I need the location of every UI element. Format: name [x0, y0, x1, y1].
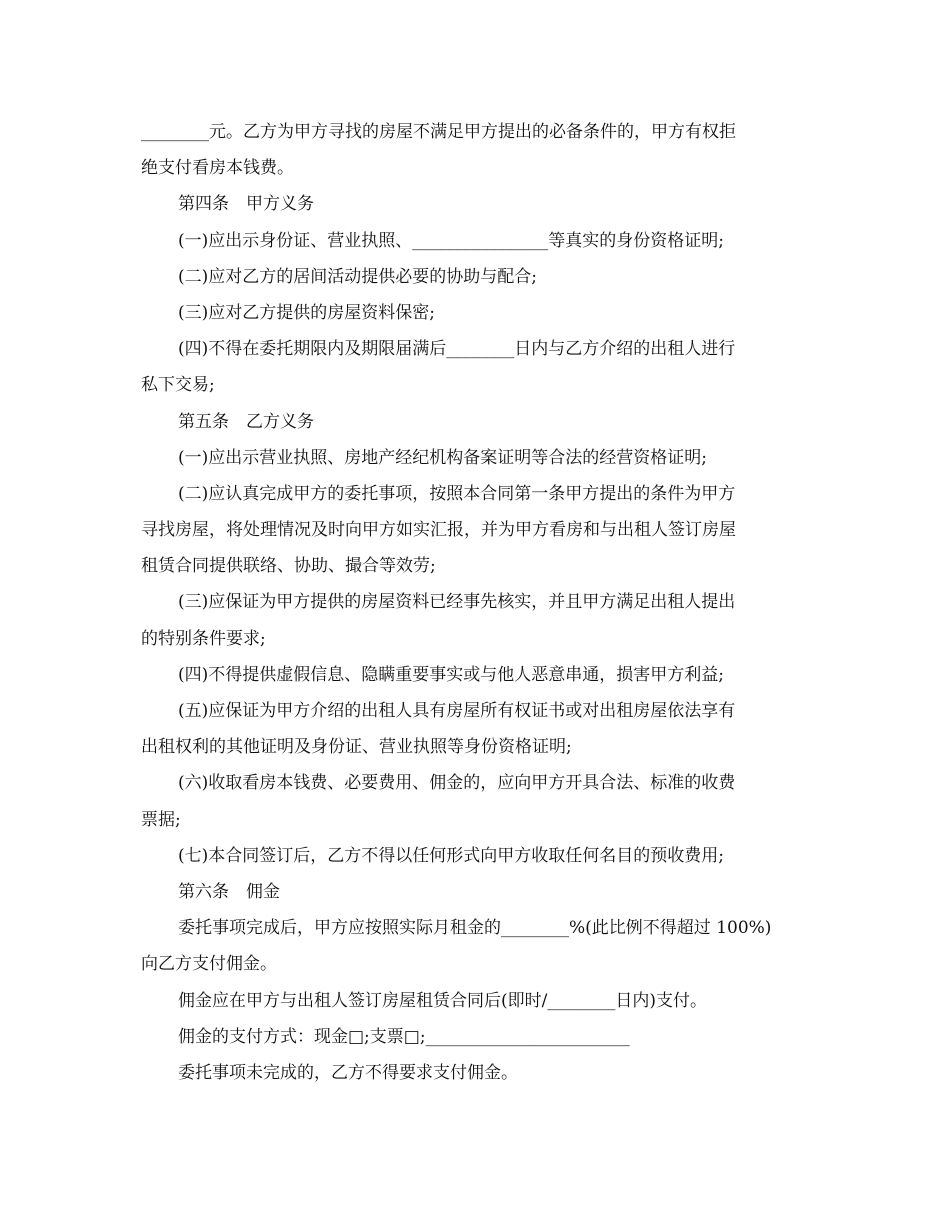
- text-line: (三)应保证为甲方提供的房屋资料已经事先核实，并且甲方满足出租人提出: [178, 592, 736, 613]
- text-line: 委托事项完成后，甲方应按照实际月租金的________%(此比例不得超过 100%): [178, 918, 772, 939]
- text-line: 出租权利的其他证明及身份证、营业执照等身份资格证明;: [141, 737, 572, 758]
- text-line: 租赁合同提供联络、协助、撮合等效劳;: [141, 556, 436, 577]
- text-line: 委托事项未完成的，乙方不得要求支付佣金。: [178, 1062, 518, 1083]
- article-heading: 第六条 佣金: [178, 881, 280, 902]
- text-line: (二)应对乙方的居间活动提供必要的协助与配合;: [178, 266, 537, 287]
- text-line: (二)应认真完成甲方的委托事项，按照本合同第一条甲方提出的条件为甲方: [178, 483, 736, 504]
- text-line: (四)不得提供虚假信息、隐瞒重要事实或与他人恶意串通，损害甲方利益;: [178, 664, 724, 685]
- text-line: (一)应出示身份证、营业执照、________________等真实的身份资格证明;: [178, 230, 724, 251]
- text-line: (三)应对乙方提供的房屋资料保密;: [178, 302, 435, 323]
- text-line: 佣金应在甲方与出租人签订房屋租赁合同后(即时/________日内)支付。: [178, 990, 707, 1011]
- text-line: 佣金的支付方式：现金□;支票□;________________________: [178, 1026, 630, 1047]
- text-line: ________元。乙方为甲方寻找的房屋不满足甲方提出的必备条件的，甲方有权拒: [141, 122, 736, 142]
- text-line: 绝支付看房本钱费。: [141, 158, 294, 179]
- text-line: (四)不得在委托期限内及期限届满后________日内与乙方介绍的出租人进行: [178, 339, 736, 360]
- text-line: 私下交易;: [141, 375, 215, 396]
- article-heading: 第五条 乙方义务: [178, 411, 314, 432]
- text-line: 寻找房屋，将处理情况及时向甲方如实汇报，并为甲方看房和与出租人签订房屋: [141, 520, 736, 541]
- text-line: (七)本合同签订后，乙方不得以任何形式向甲方收取任何名目的预收费用;: [178, 845, 724, 866]
- text-line: (六)收取看房本钱费、必要费用、佣金的，应向甲方开具合法、标准的收费: [178, 773, 736, 794]
- text-line: (一)应出示营业执照、房地产经纪机构备案证明等合法的经营资格证明;: [178, 447, 707, 468]
- text-line: 向乙方支付佣金。: [141, 954, 277, 975]
- article-heading: 第四条 甲方义务: [178, 194, 314, 215]
- contract-text: [141, 114, 809, 1091]
- text-line: 的特别条件要求;: [141, 628, 266, 649]
- text-line: (五)应保证为甲方介绍的出租人具有房屋所有权证书或对出租房屋依法享有: [178, 701, 736, 721]
- text-line: 票据;: [141, 809, 181, 830]
